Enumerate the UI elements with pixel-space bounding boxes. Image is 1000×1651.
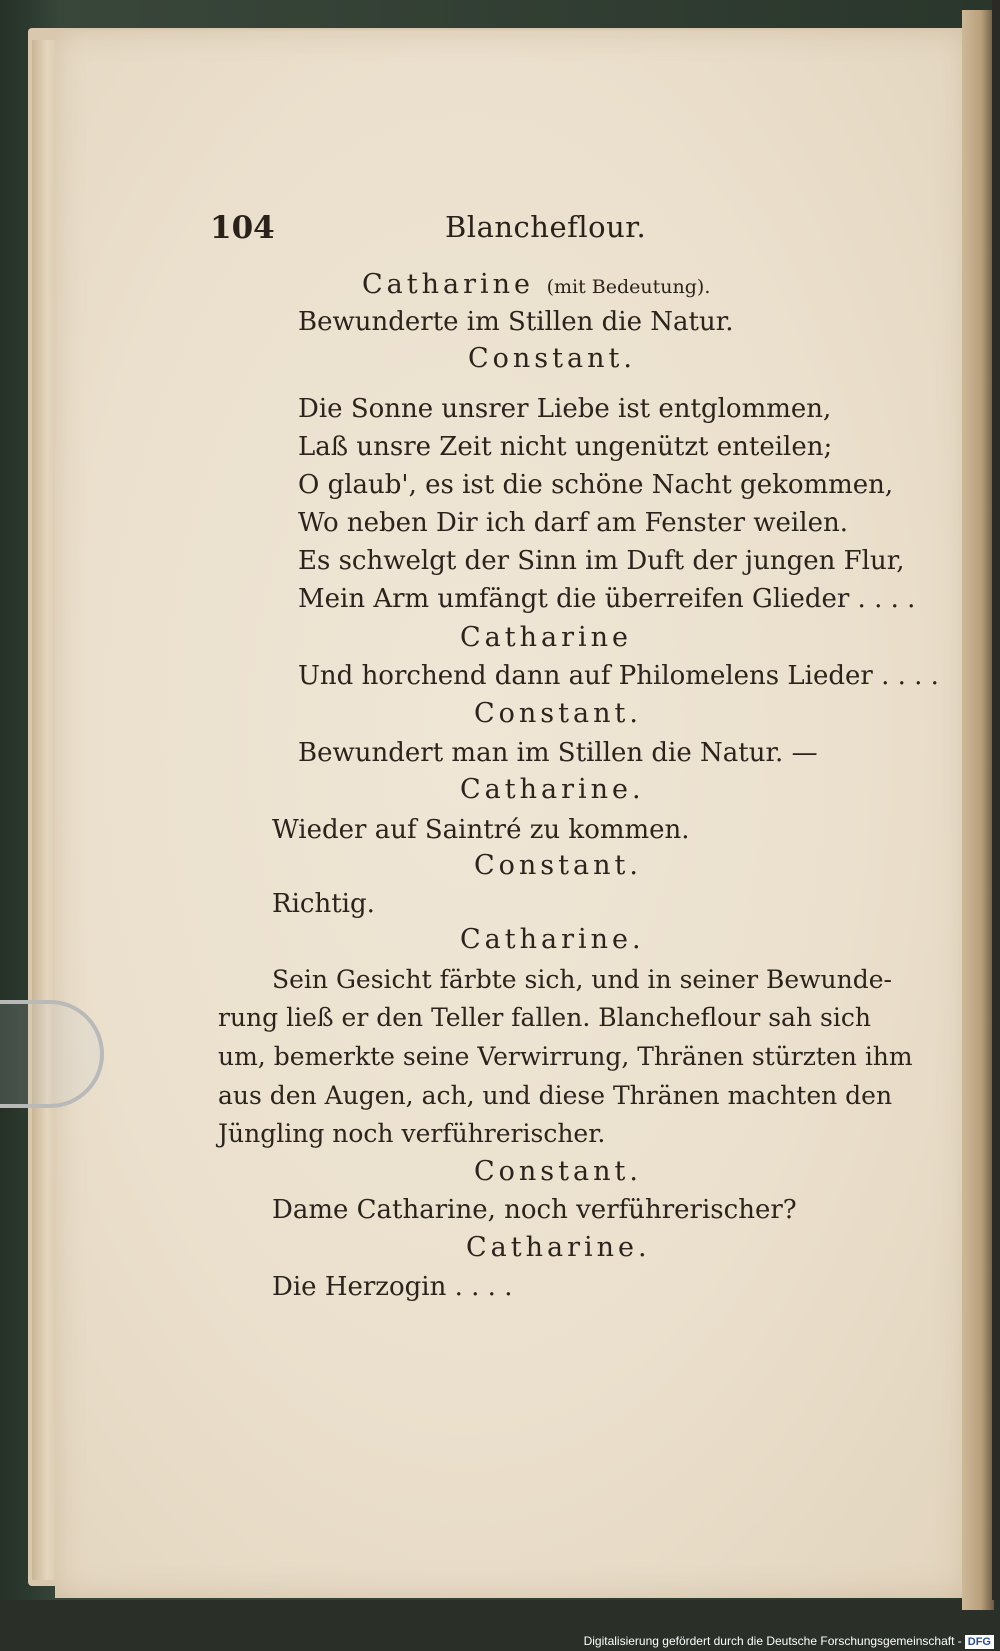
speech-line: Wieder auf Saintré zu kommen. <box>272 815 690 845</box>
page-number: 104 <box>210 210 275 246</box>
dfg-logo: DFG <box>965 1635 994 1649</box>
verse-line: Und horchend dann auf Philomelens Lieder . . . . <box>298 661 939 691</box>
page-clip <box>0 1000 104 1108</box>
speech-line: Richtig. <box>272 889 375 919</box>
running-title: Blancheflour. <box>445 210 647 244</box>
prose-line: um, bemerkte seine Verwirrung, Thränen stürzten ihm <box>218 1042 913 1071</box>
verse-line: Wo neben Dir ich darf am Fenster weilen. <box>298 508 848 538</box>
verse-line: Bewunderte im Stillen die Natur. <box>298 307 734 337</box>
speaker-line: Constant. <box>468 343 636 374</box>
speaker-name: Catharine <box>362 269 535 300</box>
verse-line: Die Sonne unsrer Liebe ist entglommen, <box>298 394 832 424</box>
credit-text: Digitalisierung gefördert durch die Deutsche Forschungsgemeinschaft - <box>583 1634 962 1648</box>
book-spine <box>992 0 1000 1600</box>
speaker-line: Constant. <box>474 698 642 729</box>
speaker-line: Catharine <box>460 622 633 653</box>
verse-line: Bewundert man im Stillen die Natur. — <box>298 738 818 768</box>
prose-line: Jüngling noch verführerischer. <box>218 1119 606 1148</box>
verse-line: Es schwelgt der Sinn im Duft der jungen Flur, <box>298 546 905 576</box>
stage-direction: (mit Bedeutung). <box>546 276 711 298</box>
prose-line: Sein Gesicht färbte sich, und in seiner Bewunde- <box>272 965 892 994</box>
prose-line: aus den Augen, ach, und diese Thränen machten den <box>218 1081 893 1110</box>
speech-line: Dame Catharine, noch verführerischer? <box>272 1195 797 1225</box>
speech-line: Die Herzogin . . . . <box>272 1272 513 1302</box>
speaker-line: Catharine. <box>466 1232 651 1263</box>
verse-line: Mein Arm umfängt die überreifen Glieder . . . . <box>298 584 916 614</box>
speaker-line: Constant. <box>474 850 642 881</box>
verse-line: Laß unsre Zeit nicht ungenützt enteilen; <box>298 432 833 462</box>
speaker-line: Catharine. <box>460 774 645 805</box>
prose-line: rung ließ er den Teller fallen. Blancheflour sah sich <box>218 1003 871 1032</box>
speaker-line: Constant. <box>474 1156 642 1187</box>
speaker-line: Catharine. <box>460 924 645 955</box>
verse-line: O glaub', es ist die schöne Nacht gekommen, <box>298 470 894 500</box>
page-header <box>210 210 830 250</box>
speaker-line <box>362 267 710 305</box>
digitization-credit <box>0 1632 994 1651</box>
page-stack-edge <box>962 10 994 1610</box>
